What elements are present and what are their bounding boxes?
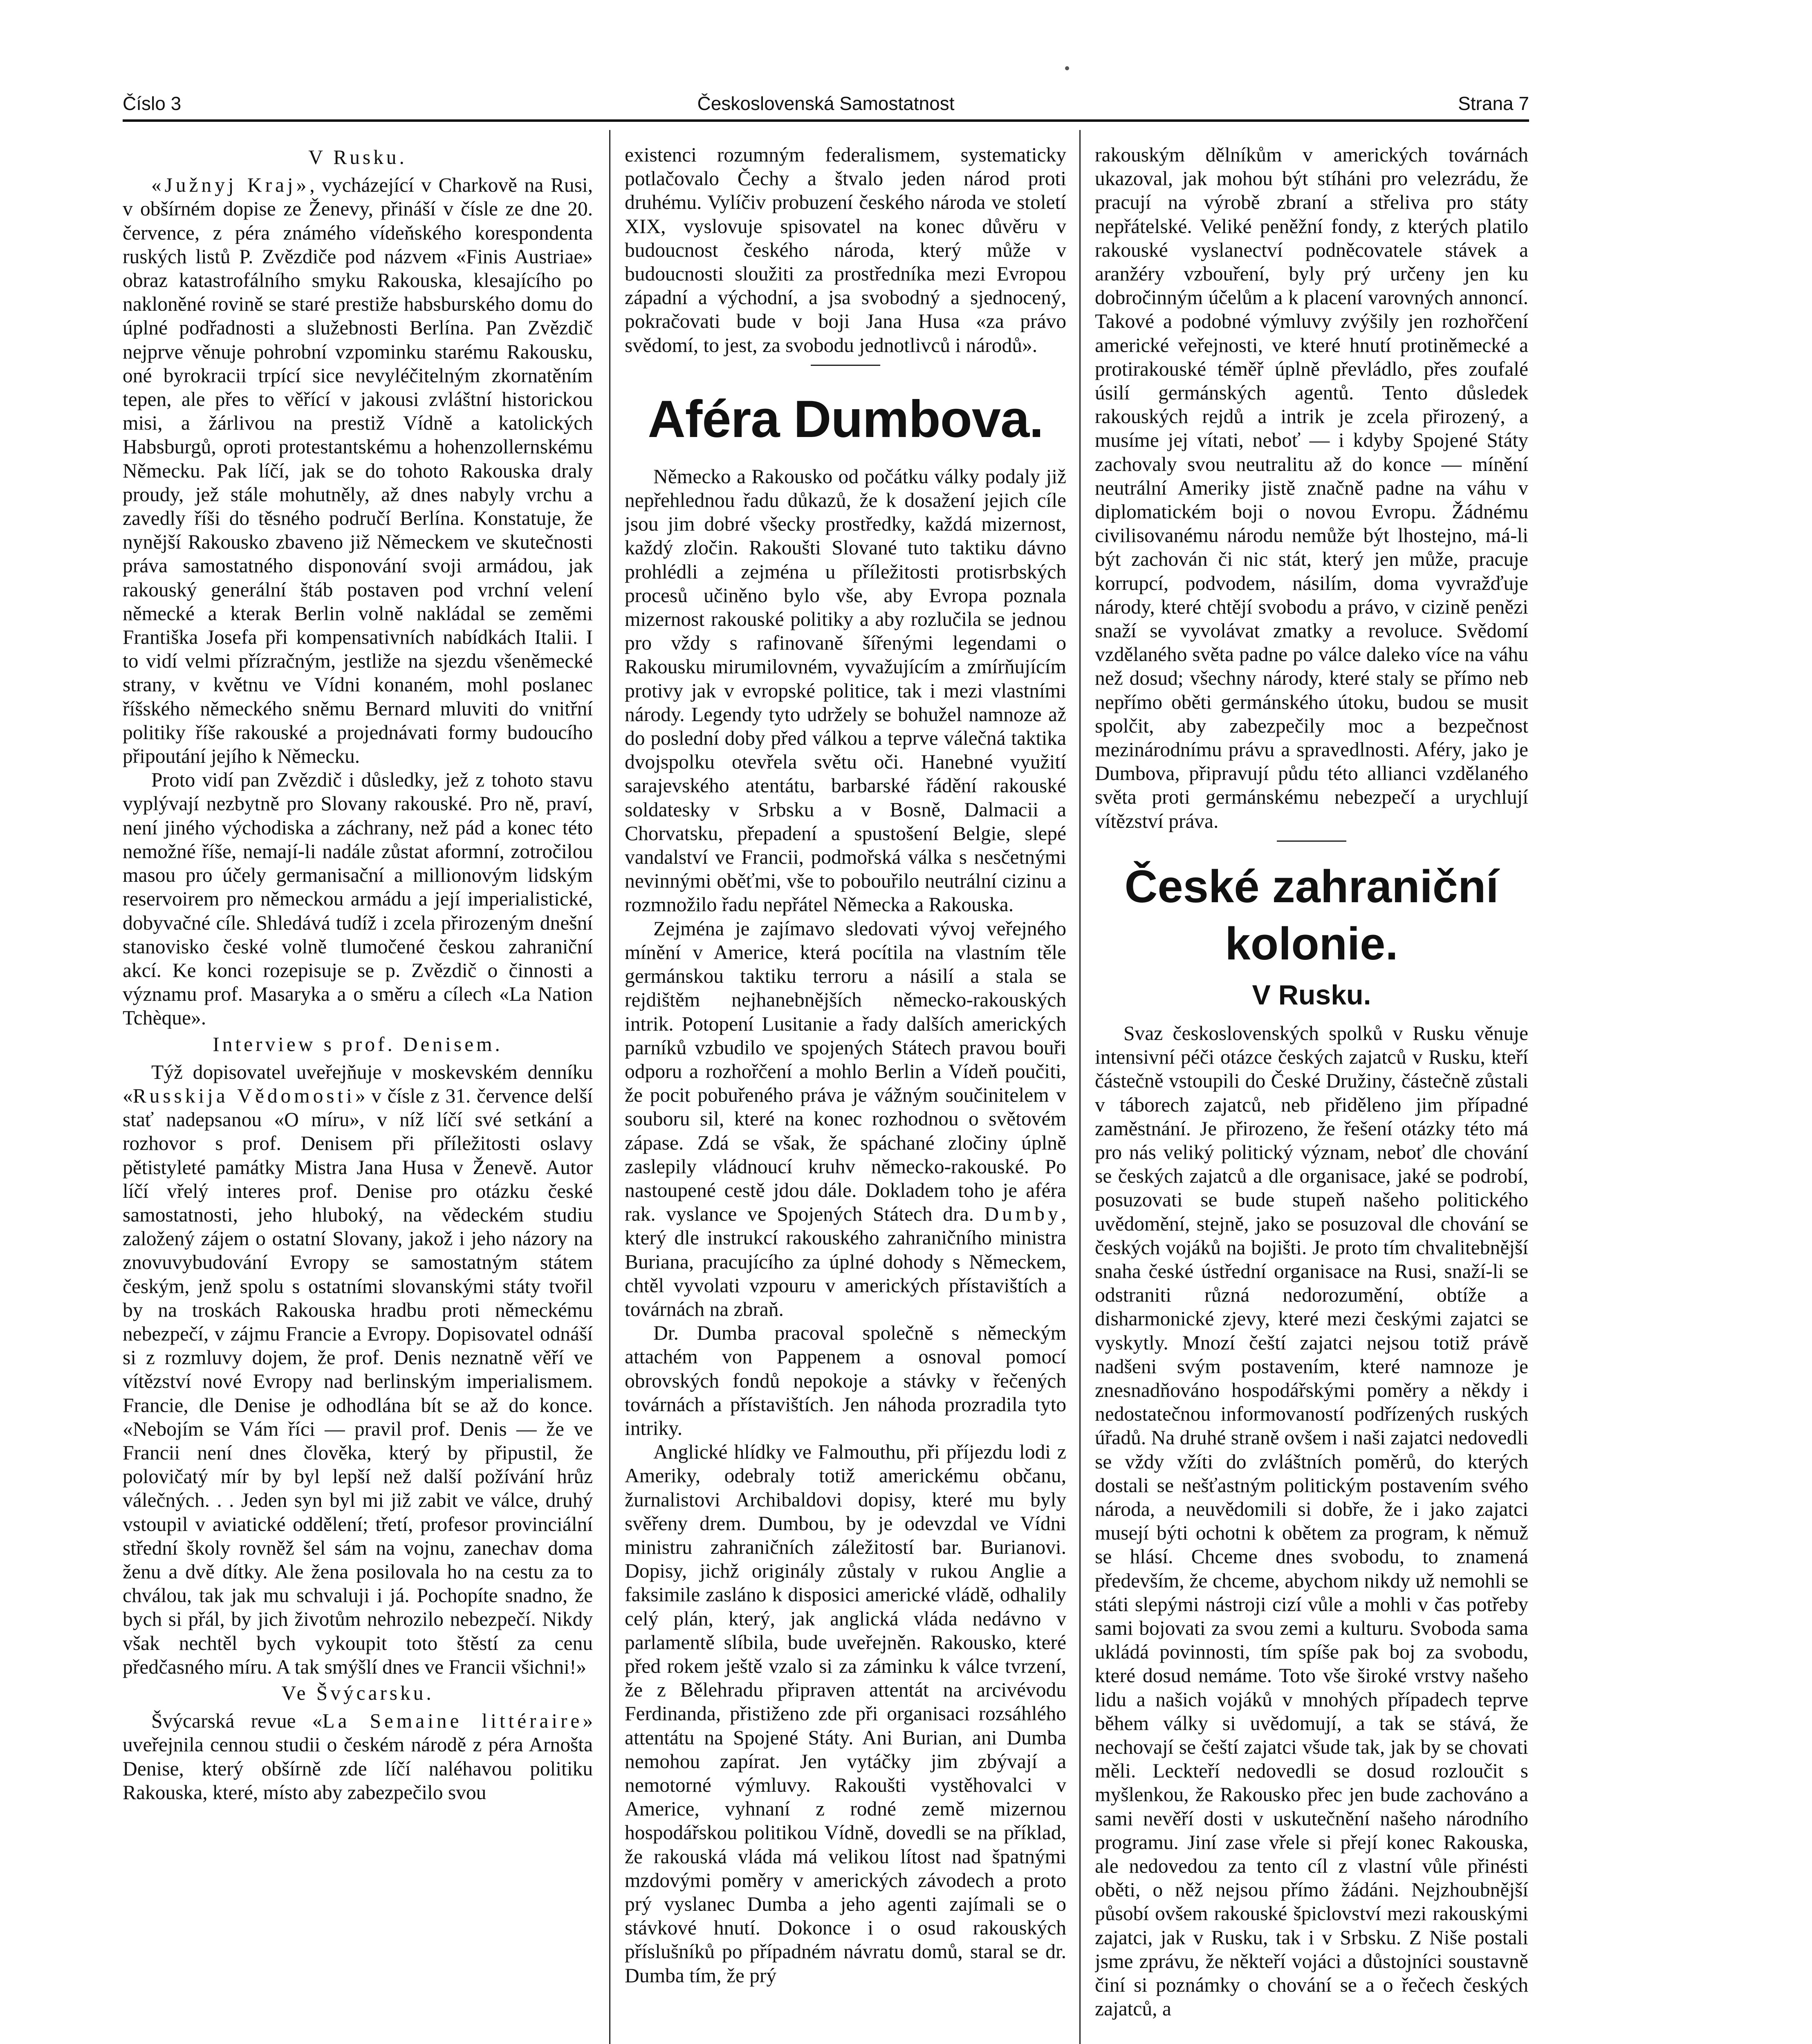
paragraph: «Južnyj Kraj», vycházející v Charkově na Rusi, v obšírném dopise ze Ženevy, přináší v čísle ze dne 20. července, z péra známého vídeňského korespondenta ruských listů P. Zvězdiče pod názvem «Finis Austriae» obraz katastrofálního smyku Rakouska, klesajícího po nakloněné rovině se staré prestiže habsburského domu do úplné podřadnosti a služebnosti Berlína. Pan Zvězdič nejprve věnuje pohrobní vzpominku starému Rakousku, oné byrokracii trpící sice nevyléčitelným zkornatěním tepen, ale přes to věřící v jakousi zvláštní historickou misi, a žárlivou na prestiž Vídně a katolických Habsburgů, oproti protestantskému a hohenzollernskému Německu. Pak líčí, jak se do tohoto Rakouska draly proudy, jež stále mohutněly, až dnes nabyly vrchu a zavedly říši do těsného područí Berlína. Konstatuje, že nynější Rakousko zbaveno již Německem ve skutečnosti práva samostatného disponování svoji armádou, jak rakouský generální štáb postaven pod vrchní velení německé a kterak Berlin volně nakládal se zeměmi Františka Josefa při kompensativních nabídkách Italii. I to vidí velmi přízračným, jestliže na sjezdu všeněmecké strany, v květnu ve Vídni konaném, mohl poslanec říšského německého sněmu Bernard mluviti do vnitřní politiky říše rakouské a projednávati formy budoucího připoutání jejího k Německu. bbox=[123, 174, 593, 768]
newspaper-title: Československá Samostatnost bbox=[697, 93, 955, 114]
page-number: Strana 7 bbox=[1458, 93, 1529, 114]
header-rule bbox=[123, 119, 1529, 122]
paragraph: Zejména je zajímavo sledovati vývoj veřejného mínění v Americe, která pocítila na vlastním těle germánskou taktiku terroru a násilí a stala se rejdištěm nejhanebnějších německo-rakouských intrik. Potopení Lusitanie a řady dalších amerických parníků vzbudilo ve spojených Státech pravou bouři odporu a rozhořčení a mohlo Berlin a Vídeň poučiti, že pocit pobuřeného práva je vážným součinitelem v souboru sil, které na konec rozhodnou o světovém zápase. Zdá se však, že spáchané zločiny úplně zaslepily vládnoucí kruhv německo-rakouské. Po nastoupené cestě jdou dále. Dokladem toho je aféra rak. vyslance ve Spojených Státech dra. Dumby, který dle instrukcí rakouského zahraničního ministra Buriana, pracujícího za úplné dohody s Německem, chtěl vyvolati vzpouru v amerických přístavištích a továrnách na zbraň. bbox=[625, 917, 1066, 1320]
paragraph: Proto vidí pan Zvězdič i důsledky, jež z tohoto stavu vyplývají nezbytně pro Slovany rakouské. Pro ně, praví, není jiného východiska a záchrany, než pád a konec této nemožné říše, nemají-li nadále zůstat aformní, zotročilou masou pro účely germanisační a millionovým lidským reservoirem pro německou armádu a její imperialistické, dobyvačné cíle. Shledává tudíž i zcela přirozeným dnešní stanovisko české volně tlumočené českou zahraniční akcí. Ke konci rozepisuje se p. Zvězdič o činnosti a významu prof. Masaryka a o směru a cílech «La Nation Tchèque». bbox=[123, 769, 593, 1029]
short-rule bbox=[811, 365, 880, 366]
journal-name: La Semaine littéraire bbox=[322, 1710, 583, 1732]
journal-name: Russkija Vědomosti bbox=[132, 1084, 355, 1107]
paragraph: Anglické hlídky ve Falmouthu, při příjezdu lodi z Ameriky, odebraly totiž americkému občanu, žurnalistovi Archibaldovi dopisy, které mu byly svěřeny drem. Dumbou, by je odevzdal ve Vídni ministru zahraničních záležitostí bar. Burianovi. Dopisy, jichž originály zůstaly v rukou Anglie a faksimile zasláno k disposici americké vládě, odhalily celý plán, který, jak anglická vláda nedávno v parlamentě slíbila, bude uveřejněn. Rakousko, které před rokem ještě vzalo si za záminku k válce tvrzení, že z Bělehradu připraven attentát na arcivévodu Ferdinanda, přistiženo zde při organisaci rozsáhlého attentátu na Spojené Státy. Ani Burian, ani Dumba nemohou zapírat. Jen vytáčky jim zbývají a nemotorné výmluvy. Rakoušti vystěhovalci v Americe, vyhnaní z rodné země mizernou hospodářskou politikou Vídně, dovedli se na příklad, že rakouská vláda má velikou lítost nad špatnými mzdovými poměry v amerických závodech a proto prý vyslanec Dumba a jeho agenti zajímali se o stávkové hnutí. Dokonce i o osud rakouských příslušníků po případném návratu domů, staral se dr. Dumba tím, že prý bbox=[625, 1441, 1066, 1987]
article-title-afera-dumbova: Aféra Dumbova. bbox=[648, 390, 1043, 448]
short-rule bbox=[1277, 840, 1346, 842]
scan-speck bbox=[1065, 66, 1069, 70]
paragraph: Dr. Dumba pracoval společně s německým attachém von Pappenem a osnoval pomocí obrovských fondů nepokoje a stávky v řečených továrnách a přístavištích. Jen náhoda prozradila tyto intriky. bbox=[625, 1322, 1066, 1439]
paragraph: existenci rozumným federalismem, systematicky potlačovalo Čechy a štvalo jeden národ proti druhému. Vylíčiv probuzení českého národa ve století XIX, vyslovuje spisovatel na konec důvěru v budoucnost českého národa, který může v budoucnosti sloužiti za prostředníka mezi Evropou západní a východní, a jsa svobodný a sjednocený, pokračovati bude v boji Jana Husa «za právo svědomí, to jest, za svobodu jednotlivců i národů». bbox=[625, 143, 1066, 356]
column-2 bbox=[625, 143, 1066, 2044]
section-heading-v-rusku: V Rusku. bbox=[308, 146, 407, 168]
paragraph: Svaz československých spolků v Rusku věnuje intensivní péči otázce českých zajatců v Rusku, kteří částečně vstoupili do České Družiny, částečně zůstali v táborech zajatců, neb přiděleno jim případné zaměstnání. Je přirozeno, že řešení otázky této má pro nás veliký politický význam, neboť dle chování se českých zajatců a dle organisace, jaké se podrobí, posuzovati se bude stupeň našeho politického uvědomění, stejně, jako se posuzoval dle chování se českých vojáků na bojišti. Je proto tím chvalitebnější snaha české ústřední organisace na Rusi, snaží-li se odstraniti různá nedorozumění, obtíže a disharmonické zjevy, které mezi českými zajatci se vyskytly. Mnozí čeští zajatci nejsou totiž právě nadšeni svým postavením, které namnoze je znesnadňováno hospodářskými poměry a někdy i nedostatečnou informovaností podřízených ruských úřadů. Na druhé straně ovšem i naši zajatci nedovedli se vždy vžíti do zvláštních poměrů, do kterých dostali se nešťastným politickým postavením svého národa, a neuvědomili si dobře, že i jako zajatci musejí býti ochotni k obětem za program, k němuž se hlásí. Chceme dnes svobodu, to znamená především, že chceme, abychom nikdy už nemohli se státi slepými nástroji cizí vůle a mohli v čas potřeby sami bojovati za svou zemi a kulturu. Svoboda sama ukládá povinnosti, tím spíše pak boj za svobodu, které dosud nemáme. Toto vše široké vrstvy našeho lidu a našich vojáků v mnohých případech teprve během války si uvědomují, a tak se stává, že nechovají se čeští zajatci všude tak, jak by se chovati měli. Leckteří nedovedli se dosud rozloučit s myšlenkou, že Rakousko přec jen bude zachováno a sami nevěří dosti v uskutečnění našeho národního programu. Jiní zase vřele si přejí konec Rakouska, ale nedovedou za tento cíl z vlastní vůle přinésti oběti, o něž nejsou přímo žádáni. Nejzhoubnější působí ovšem rakouské špiclovství mezi rakouskými zajatci, jak v Rusku, tak i v Srbsku. Z Niše postali jsme zprávu, že někteří vojáci a důstojníci soustavně činí si poznámky o chování se a o řečech českých zajatců, a bbox=[1095, 1022, 1528, 2020]
paragraph: rakouským dělníkům v amerických továrnách ukazoval, jak mohou být stíháni pro velezrádu, že pracují na výrobě zbraní a střeliva pro státy nepřátelské. Veliké peněžní fondy, z kterých platilo rakouské vyslanectví podněcovatele stávek a aranžéry vzbouření, byly prý určeny jen ku dobročinným účelům a k placení varovných annoncí. Takové a podobné výmluvy zvýšily jen rozhořčení americké veřejnosti, ve které hnutí protiněmecké a protirakouské téměř úplně převládlo, přes zoufalé úsilí germánských agentů. Tento důsledek rakouských rejdů a intrik je zcela přirozený, a musíme jej vítati, neboť — i kdyby Spojené Státy zachovaly svou neutralitu až do konce — mínění neutrální Ameriky jistě značně padne na váhu v diplomatickém boji o novou Evropu. Žádnému civilisovanému národu nemůže být lhostejno, má-li být zachován či nic stát, který jen může, pracuje korrupcí, podvodem, násilím, doma vyvražďuje národy, které chtějí svobodu a právo, v cizině penězi snaží se vyvolávat zmatky a revoluce. Svědomí vzdělaného světa padne po válce daleko více na váhu než dosud; všechny národy, které staly se přímo neb nepřímo oběti germánského útoku, budou se musit spolčit, aby zabezpečily moc a bezpečnost mezinárodnímu právu a spravedlnosti. Aféry, jako je Dumbova, připravují půdu této allianci vzdělaného světa proti germánskému nebezpečí a urychlují vítězství práva. bbox=[1095, 143, 1528, 832]
journal-name: «Južnyj Kraj» bbox=[151, 174, 310, 197]
column-divider-1 bbox=[609, 130, 610, 2044]
column-1 bbox=[123, 143, 593, 2044]
issue-number: Číslo 3 bbox=[123, 93, 182, 114]
paragraph: Týž dopisovatel uveřejňuje v moskevském denníku «Russkija Vědomosti» v čísle z 31. července delší stať nadepsanou «O míru», v níž líčí své setkání a rozhovor s prof. Denisem při příležitosti oslavy pětistyleté památky Mistra Jana Husa v Ženevě. Autor líčí vřelý interes prof. Denise pro otázku české samostatnosti, jeho hluboký, na vědeckém studiu založený zájem o ostatní Slovany, jakož i jeho názory na znovuvybudování Evropy se samostatným státem českým, jenž spolu s ostatními slovanskými státy tvořil by na troskách Rakouska hradbu proti německému nebezpečí, v zájmu Francie a Evropy. Dopisovatel odnáší si z rozmluvy dojem, že prof. Denis neznatně věří ve vítězství nové Evropy nad berlinským imperialismem. Francie, dle Denise je odhodlána bít se až do konce. «Nebojím se Vám říci — pravil prof. Denis — že ve Francii není dnes člověka, který by připustil, že polovičatý mír by byl lepší než další požívání hrůz válečných. . . Jeden syn byl mi již zabit ve válce, druhý vstoupil v aviatické oddělení; třetí, profesor provinciální střední školy rovněž šel sám na vojnu, zanechav doma ženu a dvě dítky. Ale žena posilovala ho na cestu za to chválou, tak jak mu schvaluji i já. Pochopíte snadno, že bych si přál, by jich životům nehrozilo nebezpečí. Nikdy však nechtěl bych vykoupit toto štěstí za cenu předčasného míru. A tak smýšlí dnes ve Francii všichni!» bbox=[123, 1060, 593, 1678]
article-subtitle: V Rusku. bbox=[1252, 979, 1371, 1011]
masthead bbox=[123, 89, 1529, 118]
article-title-ceske-zahranicni-kolonie: České zahraniční kolonie. bbox=[1124, 861, 1499, 969]
person-name: Dumby bbox=[984, 1203, 1061, 1226]
subsection-heading-interview: Interview s prof. Denisem. bbox=[213, 1033, 503, 1056]
paragraph: Švýcarská revue «La Semaine littéraire» uveřejnila cennou studii o českém národě z péra Arnošta Denise, který obšírně zde líčí naléhavou politiku Rakouska, které, místo aby zabezpečilo svou bbox=[123, 1710, 593, 1804]
column-divider-2 bbox=[1079, 130, 1081, 2044]
section-heading-ve-svycarsku: Ve Švýcarsku. bbox=[281, 1682, 434, 1704]
column-3 bbox=[1095, 143, 1528, 2044]
paragraph: Německo a Rakousko od počátku války podaly již nepřehlednou řadu důkazů, že k dosažení jejich cíle jsou jim dobré všecky prostředky, každá mizernost, každý zločin. Rakoušti Slované tuto taktiku dávno prohlédli a zejména u příležitosti protisrbských procesů učiněno bylo vše, aby Evropa poznala mizernost rakouské politiky a aby rozlučila se jednou pro vždy s rafinovaně šířenými legendami o Rakousku mirumilovném, vyvažujícím a zmírňujícím protivy jak v evropské politice, tak i mezi vlastními národy. Legendy tyto udržely se bohužel namnoze až do poslední doby před válkou a teprve válečná taktika dvojspolku otevřela světu oči. Hanebné využití sarajevského atentátu, barbarské řádění rakouské soldatesky v Srbsku a v Bosně, Dalmacii a Chorvatsku, přepadení a spustošení Belgie, slepé vandalství ve Francii, podmořská válka s nesčetnými nevinnými oběťmi, vše to pobouřilo neutrální cizinu a rozmnožilo řadu nepřátel Německa a Rakouska. bbox=[625, 465, 1066, 916]
